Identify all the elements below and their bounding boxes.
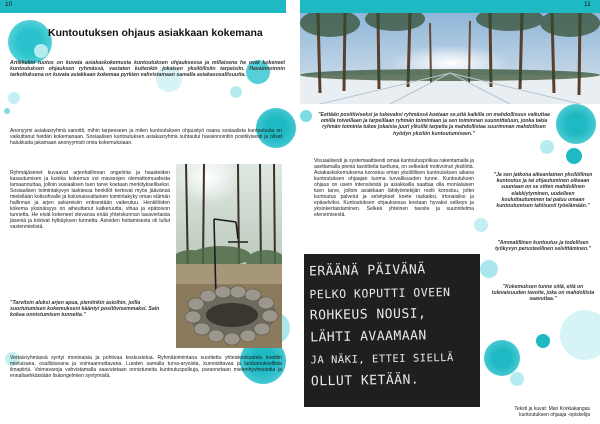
decor-circle — [540, 140, 554, 154]
side-quote-1: "Ja sen jatkona aikeanlainen yksilöllinen kuntoutus ja tai ohjautuminen oikeaan suuntaan on se sitten mahdollinen elakkiytyminen, uudelleen kouluttautuminen tai paluu omaan kuntoutumisen tahlisesti työelämään." — [493, 172, 593, 210]
top-quote: "Eettään positiiviseksi ja tukevaksi ryhmässä koetaan se,että kaikilla on mahdollisuus vaikuttaa omilla toiveillaan ja tarpeillaan ryhmän toimintaan ja sen toiminnan suunnitteluun, jonka takia ryhmän toiminta tukee jokaista juuri ylksillä tarpeita ja mahdollistaa suurimman mahdollisen hyödyn yksilön kuntoutumiseen." — [318, 112, 550, 137]
intro-paragraph: Artikkelini tuotos on kuvata asiakaskokemusta kuntoutuksen ohjauksessa ja millaisena he ovat kokeneet kuntoutuksen ohjauksen ryhmässä, vastaten kuitenkin jokaisen yksilöllisiin tarpeisiin. Havainnoinnin tarkoituksena on kuvata asiakkaan kokemaa pyrkien vahvistamaan samalla asiakasosallisuutta. — [10, 60, 285, 79]
page-number-left: 10 — [5, 1, 13, 8]
decor-circle — [34, 44, 48, 58]
chalkboard-text — [309, 259, 475, 394]
body-paragraph-1: Anonyymi asiakasryhmä sanoitti, mihin tarpeeseen ja miten kuntoutuksen ohjaustyö osana sosiaalista kuntoutusta on vaikuttanut heidän kokemanaan. Sosiaalisen kuntoutuksen asiakasryhmä suhtautui havainnointiin positiivisesti ja olivat halukkaita jakamaan anonyymisti omia kokemuksiaan. — [10, 128, 282, 147]
decor-circle — [8, 20, 52, 64]
body-paragraph-2: Ryhmäjäsenet kuvaavat arjenhallinnan ongelmia ja haasteiden kasautumisen ja kuinka kokemus voi mavarojen olemattomuudesta lamaannuttaa, jolloin sosiaalisen tuen tarve koetaan merkitykselliseksi. Sosiaalisen toimintakyvyn laskiessa henkilöt kertovat myös jäävänsä mielellään kotisohvalle ja kokonaisvaltainen toimintakyky oman elämän hallinnan ja arjen askareisiin entisestään vaikeutuu. Henkilöiden kokema yksinäisyys on aiheuttanut katkeruutta, vihaa ja epätoivon tunnetta. He eivät kokeneet olevansa enää yhteiskunnan tasavertaisia jäseniä ja kokivat hylkäyksen tunnetta. Asioiden hoitamisesta oli tullut vastenmielistä. — [10, 170, 170, 231]
page-number-right: 11 — [584, 1, 591, 8]
decor-circle — [230, 86, 242, 98]
decor-circle — [474, 218, 488, 232]
chalk-line: ROHKEUS NOUSI, — [309, 306, 427, 324]
decor-circle — [4, 108, 10, 114]
chalkboard-photo — [304, 254, 480, 407]
campfire-photo — [176, 164, 282, 348]
photo-credit: Teksti ja kuvat: Mari Korkiakangas kuntoutuksen ohjaaja -opiskelija — [514, 406, 590, 418]
left-quote: "Tarvitsin aluksi arjen apua, pieniinkin asioihin, joilla suoriutumisen kokemukseni kääntyi positiivisemmaksi. Sain kokea onnistumisen tunnetta." — [10, 300, 160, 319]
decor-circle — [300, 110, 312, 122]
decor-circle — [536, 334, 550, 348]
chalk-line: ERÄÄNÄ PÄIVÄNÄ — [308, 262, 426, 280]
chalk-line: LÄHTI AVAAMAAN — [310, 328, 427, 346]
decor-circle — [510, 372, 524, 386]
top-accent-bar-left — [0, 0, 286, 13]
side-quote-2: "Ammatillinen kuntoutus ja todellisen työkyvyn perusteellinen selvittäminen." — [495, 240, 591, 253]
chalk-line: PELKO KOPUTTI OVEEN — [309, 284, 451, 302]
right-body-paragraph: Visuaalisesti ja systemaattisesti omaa kuntoutuspolkua rakentamalla ja asettamalla pieniä tavoitteita tuettuna, on selkeästi motivoinut yksilöitä. Asiakaskokemuksena korostuu oman yksilöllisen kuntoutuksen aikana kuntoutuksen ohjaajan tuoma turvallisuuden tunne. Kuntoutuksen ohjaus on usein intensiivistä ja asiakkailla saattaa olla monialaisen tuen tarve, jolloin asiakkaan lähityöntekijän roolii korostuu, jottei kuntoutus palvelut ja selvitykset koete raskaiksi, irtonaisiksi ja epäselviksi. Kuntoutuksen ohjauksessa koetaan hyvaksi selkeys ja yksinkertaistaminen. Selkeä yhteinen tavoite ja suunnitelma etenemisestä. — [314, 158, 474, 219]
decor-circle — [8, 92, 20, 104]
decor-circle — [484, 340, 520, 376]
decor-circle — [556, 104, 596, 144]
side-quote-3: "Kokemuksen tunne siitä, että on tulevaisuuden tavoite, joka on mahdollista saavuttaa." — [491, 284, 595, 303]
decor-circle — [566, 148, 582, 164]
chalk-line: JA NÄKI, ETTEI SIELLÄ — [310, 351, 454, 367]
forest-photo — [300, 13, 600, 104]
decor-circle — [480, 260, 498, 278]
decor-circle — [560, 310, 600, 360]
chalk-line: OLLUT KETÄÄN. — [310, 372, 420, 390]
article-title: Kuntoutuksen ohjaus asiakkaan kokemana — [48, 27, 263, 39]
body-paragraph-3: Vertaisryhmässä syntyi moninaisia ja pohtivaa keskustelua. Ryhmätoimintana suoritettu yhteiskeskustelu koettiin mieluisana, osallistavana ja voimaannuttavana. Luoden samalla turva-aryoista, kunnioittavaa ja luottamuksellista ilmapiiriä. Voimavaroja vahvistamalla saavutetaan onnistuneita kuntoutuspolkuja, parannetaan mielenhyvinvointia ja ennaltaehkäistään lisäongelmien syntymistä. — [10, 355, 282, 380]
top-accent-bar-right — [300, 0, 600, 13]
